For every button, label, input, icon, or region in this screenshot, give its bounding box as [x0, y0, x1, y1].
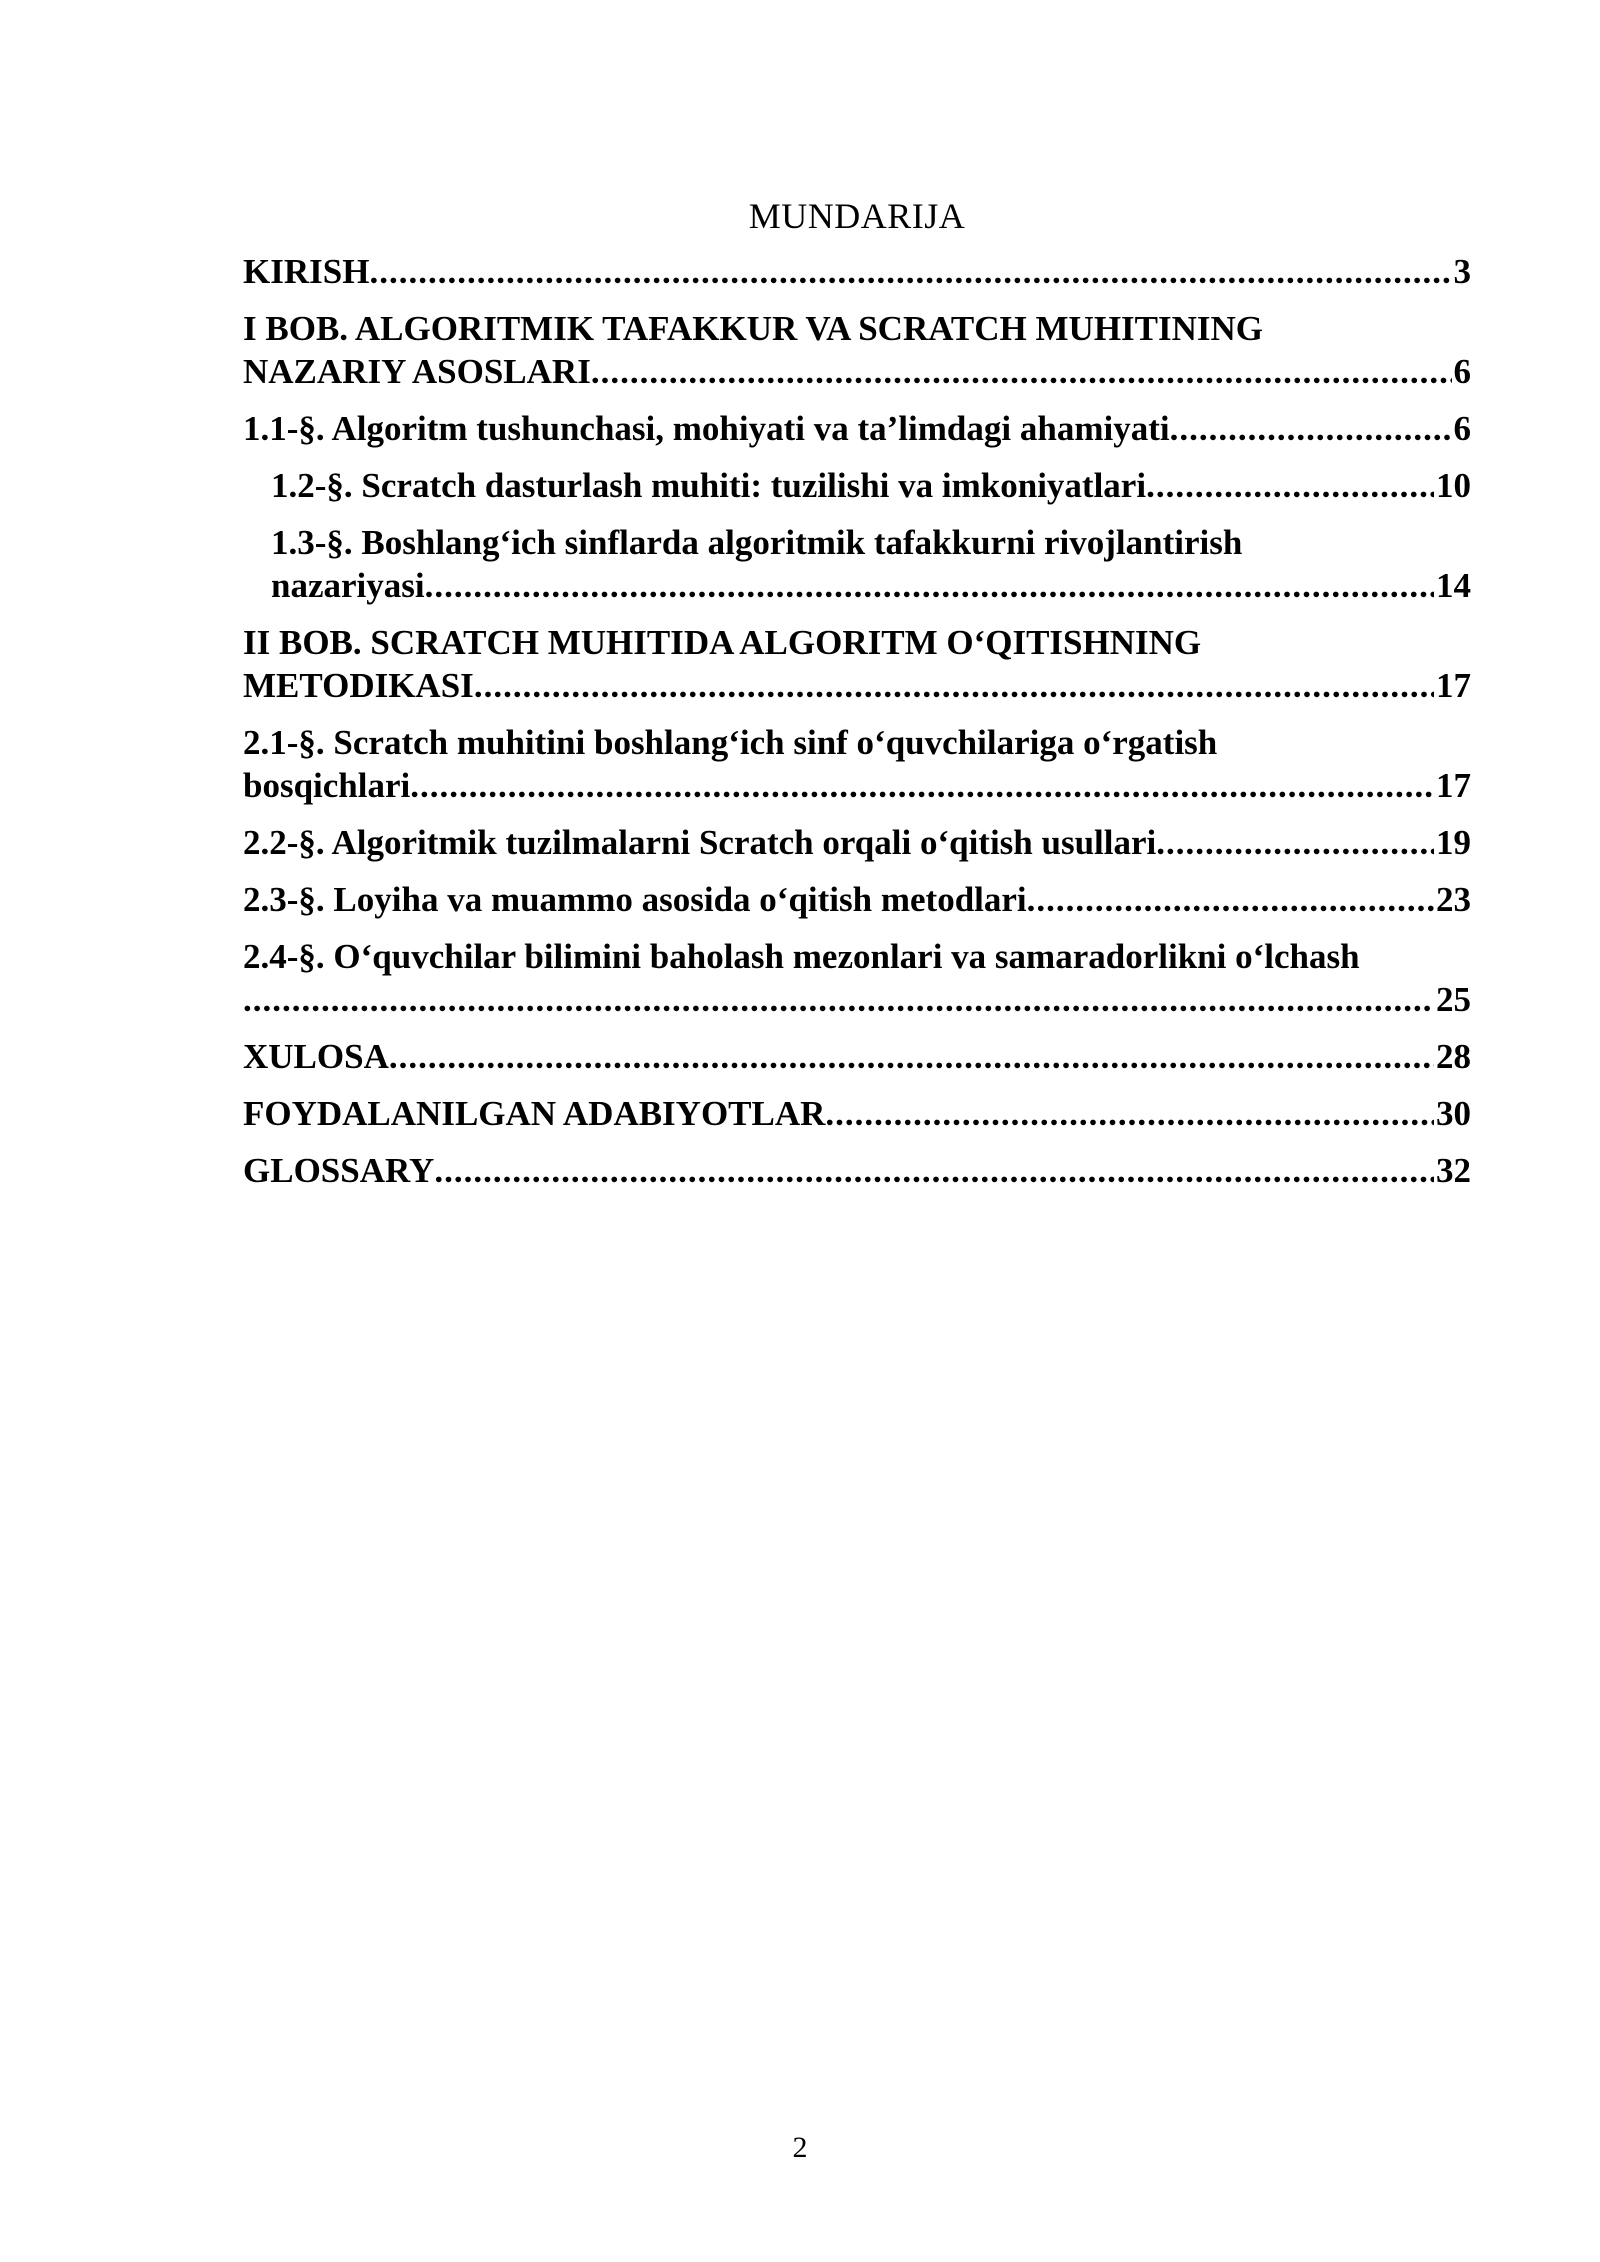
- toc-leader-dots: [474, 664, 1434, 707]
- toc-entry-text: I BOB. ALGORITMIK TAFAKKUR VA SCRATCH MUHITINING: [243, 309, 1264, 348]
- toc-entry[interactable]: [243, 621, 1471, 707]
- toc-leader-dots: [369, 250, 1451, 293]
- toc-leader-dots: [410, 764, 1434, 807]
- toc-page-number: 32: [1436, 1151, 1471, 1190]
- toc-entry[interactable]: [243, 464, 1471, 507]
- toc-page-number: 6: [1453, 409, 1471, 448]
- toc-entry-text: 1.3-§. Boshlang‘ich sinflarda algoritmik tafakkurni rivojlantirish: [271, 523, 1243, 562]
- page-number: 2: [792, 2131, 808, 2164]
- toc-leader-dots: [825, 1092, 1434, 1135]
- toc-leader-dots: [1170, 407, 1452, 450]
- toc-entry-text: NAZARIY ASOSLARI: [243, 352, 591, 391]
- toc-entry[interactable]: [243, 878, 1471, 921]
- toc-entry[interactable]: [243, 821, 1471, 864]
- toc-leader-dots: [434, 1149, 1434, 1192]
- toc-entry-text: 2.4-§. O‘quvchilar bilimini baholash mezonlari va samaradorlikni o‘lchash: [243, 937, 1360, 976]
- toc-page-number: 10: [1436, 466, 1471, 505]
- toc-entry-text: KIRISH: [243, 252, 370, 291]
- toc-page-number: 25: [1436, 980, 1471, 1019]
- toc-entry[interactable]: [243, 307, 1471, 393]
- toc-entry[interactable]: [243, 721, 1471, 807]
- toc-leader-dots: [425, 564, 1434, 607]
- toc-entry-text: FOYDALANILGAN ADABIYOTLAR: [243, 1094, 826, 1133]
- toc-entry[interactable]: [243, 1035, 1471, 1078]
- toc-page-number: 28: [1436, 1037, 1471, 1076]
- toc-leader-dots: [243, 978, 1434, 1021]
- toc-entry[interactable]: [243, 521, 1471, 607]
- toc-page-number: 6: [1453, 352, 1471, 391]
- toc-title: MUNDARIJA: [748, 196, 966, 236]
- toc-entry[interactable]: [243, 250, 1471, 293]
- toc-entry-text: nazariyasi: [271, 566, 425, 605]
- toc-leader-dots: [1146, 464, 1434, 507]
- toc-entry-text: METODIKASI: [243, 666, 474, 705]
- toc-page-number: 19: [1436, 823, 1471, 862]
- toc-entry[interactable]: [243, 935, 1471, 1021]
- toc-leader-dots: [389, 1035, 1434, 1078]
- toc-entry[interactable]: [243, 1149, 1471, 1192]
- toc-leader-dots: [1156, 821, 1434, 864]
- toc-entry-text: 2.3-§. Loyiha va muammo asosida o‘qitish metodlari: [243, 880, 1027, 919]
- toc-page-number: 30: [1436, 1094, 1471, 1133]
- table-of-contents: [243, 250, 1471, 1206]
- toc-entry-text: XULOSA: [243, 1037, 389, 1076]
- toc-entry[interactable]: [243, 407, 1471, 450]
- toc-entry-text: 2.2-§. Algoritmik tuzilmalarni Scratch orqali o‘qitish usullari: [243, 823, 1157, 862]
- toc-entry-text: II BOB. SCRATCH MUHITIDA ALGORITM O‘QITISHNING: [243, 623, 1202, 662]
- toc-entry-text: GLOSSARY: [243, 1151, 435, 1190]
- toc-page-number: 3: [1453, 252, 1471, 291]
- toc-entry-text: 1.1-§. Algoritm tushunchasi, mohiyati va ta’limdagi ahamiyati: [243, 409, 1170, 448]
- toc-leader-dots: [591, 350, 1452, 393]
- toc-page-number: 23: [1436, 880, 1471, 919]
- toc-entry[interactable]: [243, 1092, 1471, 1135]
- toc-page-number: 17: [1436, 766, 1471, 805]
- toc-leader-dots: [1027, 878, 1434, 921]
- toc-entry-text: bosqichlari: [243, 766, 411, 805]
- toc-entry-text: 2.1-§. Scratch muhitini boshlang‘ich sinf o‘quvchilariga o‘rgatish: [243, 723, 1218, 762]
- toc-page-number: 14: [1436, 566, 1471, 605]
- toc-page-number: 17: [1436, 666, 1471, 705]
- toc-entry-text: 1.2-§. Scratch dasturlash muhiti: tuzilishi va imkoniyatlari: [271, 466, 1147, 505]
